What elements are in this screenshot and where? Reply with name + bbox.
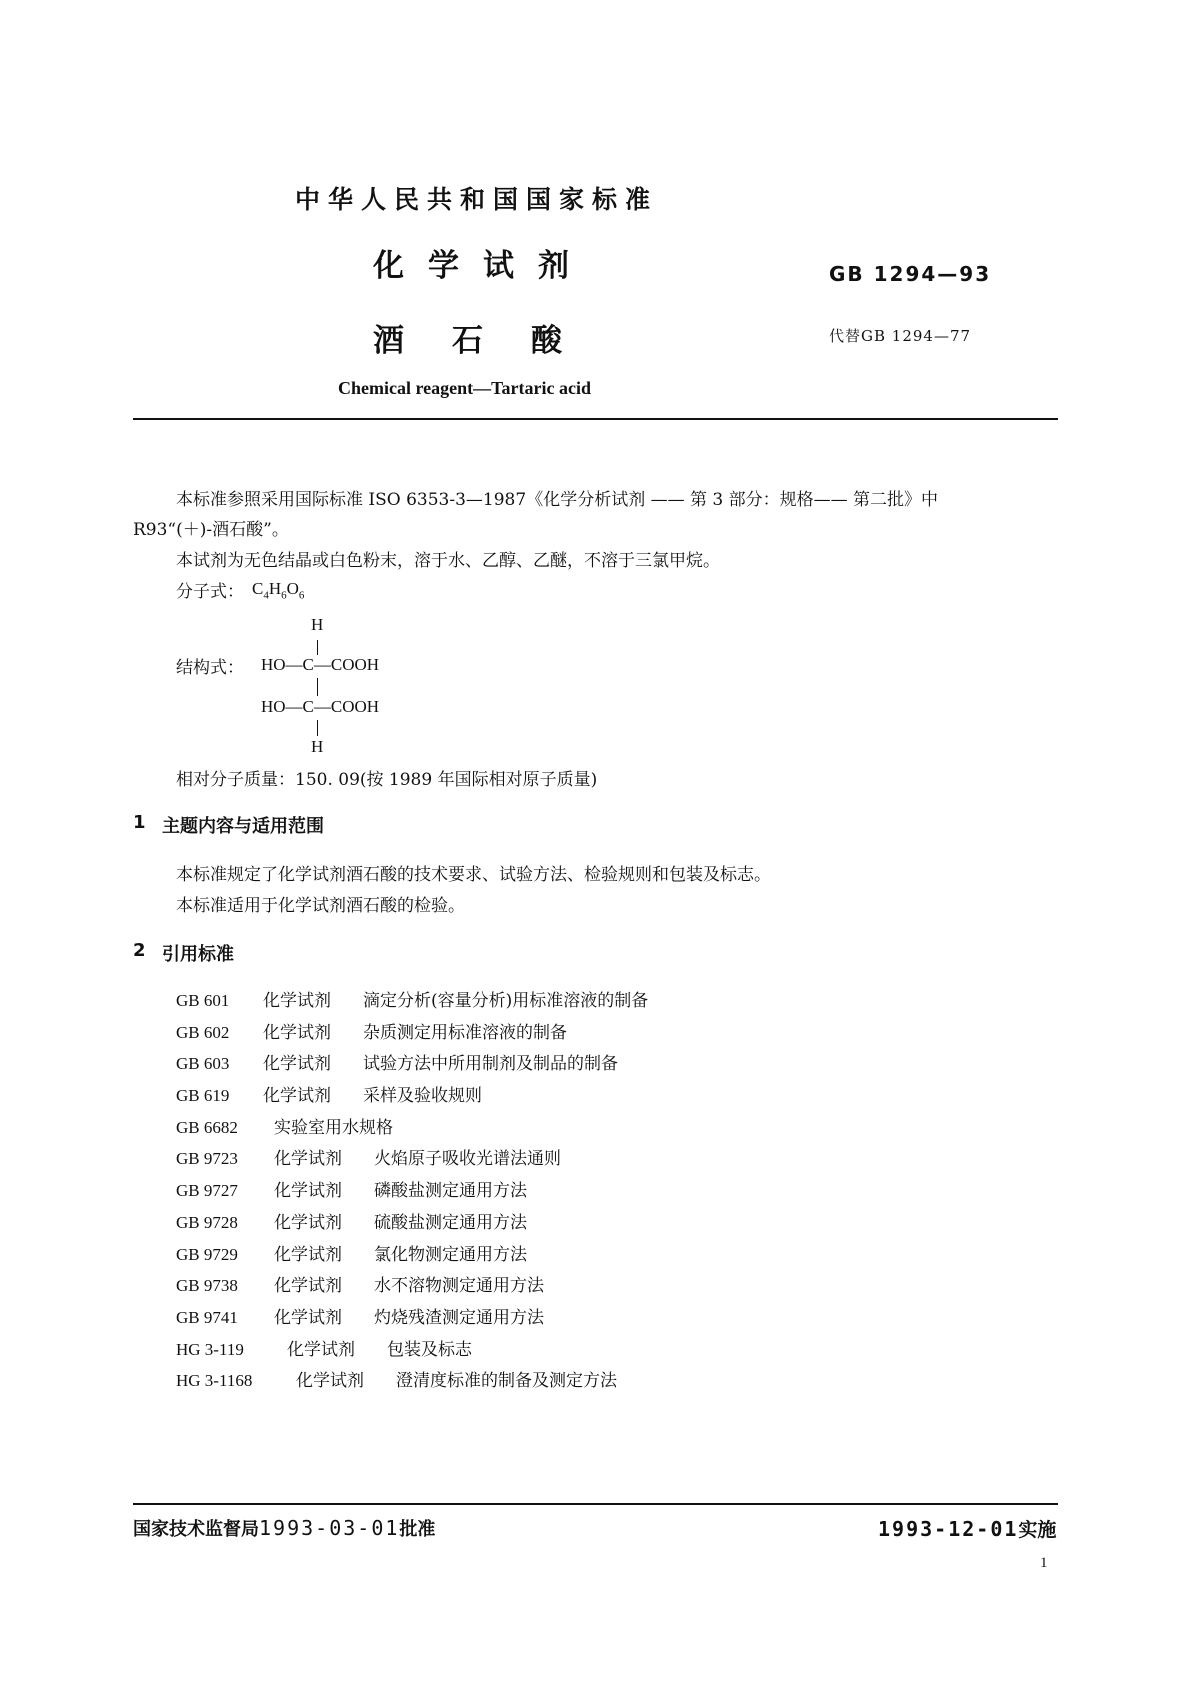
section-2-title: 引用标准 — [162, 944, 234, 965]
structure-bond — [317, 720, 318, 736]
reference-title: 试验方法中所用制剂及制品的制备 — [363, 1054, 618, 1075]
structure-bond — [317, 640, 318, 655]
reference-title: 火焰原子吸收光谱法通则 — [374, 1149, 561, 1170]
reference-category: 化学试剂 — [274, 1212, 342, 1233]
reference-code: GB 9727 — [176, 1181, 238, 1201]
reference-category: 化学试剂 — [263, 1086, 331, 1107]
page-number: 1 — [1040, 1555, 1048, 1571]
title-chinese-line2: 酒石酸 — [373, 323, 610, 359]
header-rule — [133, 418, 1058, 420]
effective-suffix: 实施 — [1018, 1519, 1057, 1541]
reference-item — [176, 1176, 648, 1208]
reference-title: 水不溶物测定通用方法 — [374, 1276, 544, 1297]
reference-category: 化学试剂 — [263, 1022, 331, 1043]
reference-item — [176, 1113, 648, 1145]
reference-item — [176, 1081, 648, 1113]
reference-code: GB 602 — [176, 1022, 230, 1042]
reference-category: 化学试剂 — [274, 1307, 342, 1328]
reference-title: 包装及标志 — [387, 1339, 472, 1360]
reference-item — [176, 1144, 648, 1176]
reference-code: GB 9723 — [176, 1149, 238, 1169]
reference-code: GB 9728 — [176, 1212, 238, 1232]
reference-item — [176, 1335, 648, 1367]
section-1-number: 1 — [133, 812, 146, 833]
structure-label: 结构式： — [176, 658, 244, 678]
reference-code: GB 603 — [176, 1054, 230, 1074]
reference-code: GB 6682 — [176, 1117, 238, 1137]
reference-item — [176, 1366, 648, 1398]
formula-label: 分子式： — [176, 582, 244, 602]
structure-row-1: HO—C—COOH — [261, 655, 380, 674]
reference-item — [176, 1303, 648, 1335]
effective-line — [878, 1515, 1056, 1542]
reference-category: 化学试剂 — [287, 1339, 355, 1360]
reference-code: GB 9729 — [176, 1244, 238, 1264]
reference-title: 澄清度标准的制备及测定方法 — [396, 1371, 617, 1392]
reference-category: 化学试剂 — [274, 1244, 342, 1265]
reference-code: HG 3-119 — [176, 1339, 244, 1359]
section-1-title: 主题内容与适用范围 — [162, 816, 324, 837]
section-1-paragraph: 本标准规定了化学试剂酒石酸的技术要求、试验方法、检验规则和包装及标志。 — [176, 865, 771, 885]
title-english: Chemical reagent—Tartaric acid — [338, 378, 591, 398]
reagent-description: 本试剂为无色结晶或白色粉末，溶于水、乙醇、乙醚，不溶于三氯甲烷。 — [176, 551, 720, 571]
adoption-statement: 本标准参照采用国际标准 ISO 6353-3—1987《化学分析试剂 —— 第 3 部分：规格—— 第二批》中 — [176, 490, 939, 510]
structure-h-bottom: H — [311, 737, 324, 756]
reference-category: 化学试剂 — [274, 1149, 342, 1170]
reference-code: GB 619 — [176, 1086, 230, 1106]
reference-title: 滴定分析(容量分析)用标准溶液的制备 — [363, 991, 649, 1011]
reference-title: 杂质测定用标准溶液的制备 — [363, 1022, 567, 1043]
approval-line — [133, 1515, 435, 1541]
effective-date: 1993-12-01 — [878, 1517, 1019, 1541]
approver: 国家技术监督局 — [133, 1519, 259, 1540]
section-2-number: 2 — [133, 940, 146, 961]
reference-category: 化学试剂 — [274, 1181, 342, 1202]
reference-category: 化学试剂 — [263, 991, 331, 1011]
reference-title: 采样及验收规则 — [363, 1086, 482, 1107]
reference-title: 磷酸盐测定通用方法 — [374, 1181, 527, 1202]
reference-title: 实验室用水规格 — [274, 1117, 393, 1138]
reference-category: 化学试剂 — [296, 1371, 364, 1392]
section-1-paragraph: 本标准适用于化学试剂酒石酸的检验。 — [176, 896, 465, 916]
reference-item — [176, 986, 648, 1018]
reference-title: 硫酸盐测定通用方法 — [374, 1212, 527, 1233]
footer-rule — [133, 1503, 1058, 1505]
reference-title: 氯化物测定通用方法 — [374, 1244, 527, 1265]
structure-row-2: HO—C—COOH — [261, 697, 380, 716]
approval-date: 1993-03-01 — [259, 1516, 400, 1540]
reference-item — [176, 1271, 648, 1303]
reference-item — [176, 1018, 648, 1050]
replaces-code: 代替GB 1294—77 — [829, 327, 972, 345]
approval-suffix: 批准 — [399, 1519, 436, 1540]
reference-item — [176, 1208, 648, 1240]
national-standard-heading: 中华人民共和国国家标准 — [295, 185, 659, 214]
reference-category: 化学试剂 — [263, 1054, 331, 1075]
standard-code: GB 1294—93 — [829, 262, 992, 286]
reference-item — [176, 1240, 648, 1272]
reference-code: GB 601 — [176, 991, 230, 1010]
reference-code: GB 9741 — [176, 1307, 238, 1327]
reference-code: GB 9738 — [176, 1276, 238, 1296]
reference-code: HG 3-1168 — [176, 1371, 253, 1391]
reference-category: 化学试剂 — [274, 1276, 342, 1297]
molecular-weight: 相对分子质量：150. 09(按 1989 年国际相对原子质量) — [176, 770, 598, 790]
molecular-formula: $C_4H_6O_6$ — [252, 579, 305, 602]
structure-h-top: H — [311, 615, 324, 634]
structure-bond — [317, 678, 318, 696]
reference-item — [176, 1049, 648, 1081]
reference-title: 灼烧残渣测定通用方法 — [374, 1307, 544, 1328]
referenced-standards-list — [176, 986, 648, 1398]
adoption-statement-cont: R93“(＋)-酒石酸”。 — [133, 520, 289, 540]
title-chinese-line1: 化学试剂 — [373, 248, 593, 284]
